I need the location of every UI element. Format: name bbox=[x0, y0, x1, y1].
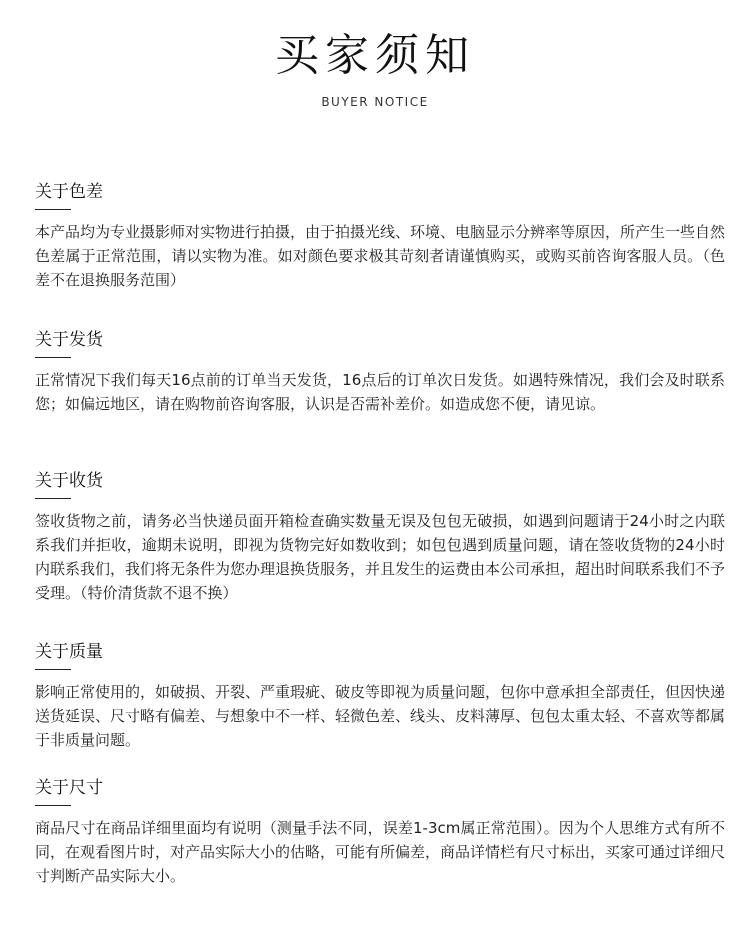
section-heading: 关于尺寸 bbox=[35, 778, 103, 798]
section-size bbox=[35, 776, 725, 888]
heading-underline bbox=[35, 669, 71, 670]
heading-underline bbox=[35, 209, 71, 210]
section-color-difference bbox=[35, 180, 725, 292]
section-heading: 关于色差 bbox=[35, 182, 103, 202]
section-body: 本产品均为专业摄影师对实物进行拍摄，由于拍摄光线、环境、电脑显示分辨率等原因，所产生一些自然色差属于正常范围，请以实物为准。如对颜色要求极其苛刻者请谨慎购买，或购买前咨询客服人员。（色差不在退换服务范围） bbox=[35, 223, 726, 289]
section-body: 影响正常使用的，如破损、开裂、严重瑕疵、破皮等即视为质量问题，包你中意承担全部责任，但因快递送货延误、尺寸略有偏差、与想象中不一样、轻微色差、线头、皮料薄厚、包包太重太轻、不喜欢等都属于非质量问题。 bbox=[35, 683, 726, 749]
section-quality bbox=[35, 640, 725, 752]
section-body: 正常情况下我们每天16点前的订单当天发货，16点后的订单次日发货。如遇特殊情况，我们会及时联系您；如偏远地区，请在购物前咨询客服，认识是否需补差价。如造成您不便，请见谅。 bbox=[35, 371, 725, 413]
section-heading: 关于发货 bbox=[35, 330, 103, 350]
section-body: 签收货物之前，请务必当快递员面开箱检查确实数量无误及包包无破损，如遇到问题请于24小时之内联系我们并拒收，逾期未说明，即视为货物完好如数收到；如包包遇到质量问题，请在签收货物的24小时内联系我们，我们将无条件为您办理退换货服务，并且发生的运费由本公司承担，超出时间联系我们不予受理。（特价清货款不退不换） bbox=[35, 512, 726, 602]
section-receiving bbox=[35, 469, 725, 605]
section-heading: 关于质量 bbox=[35, 642, 103, 662]
section-body: 商品尺寸在商品详细里面均有说明（测量手法不同，误差1-3cm属正常范围）。因为个人思维方式有所不同，在观看图片时，对产品实际大小的估略，可能有所偏差，商品详情栏有尺寸标出，买家可通过详细尺寸判断产品实际大小。 bbox=[35, 819, 726, 885]
page-subtitle: BUYER NOTICE bbox=[321, 95, 429, 109]
heading-underline bbox=[35, 498, 71, 499]
section-heading: 关于收货 bbox=[35, 471, 103, 491]
heading-underline bbox=[35, 357, 71, 358]
section-shipping bbox=[35, 328, 725, 416]
page-title: 买家须知 bbox=[275, 30, 475, 81]
heading-underline bbox=[35, 805, 71, 806]
